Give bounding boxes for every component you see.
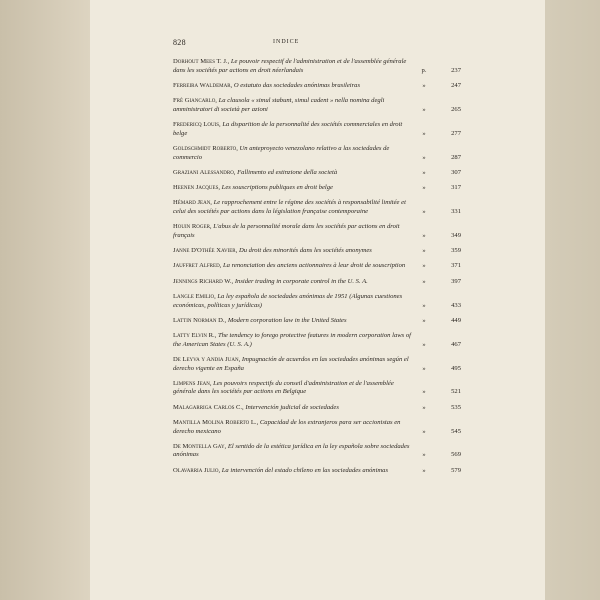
entry-title: Intervención judicial de sociedades [245,403,339,411]
entry-page-prefix: » [422,403,426,411]
entry-page-prefix: » [422,388,426,396]
entry-title: La disparition de la personnalité des sociétés commerciales en droit belge [173,121,403,137]
entry-page-prefix: » [422,184,426,192]
entry-title: Fallimento ed estinzione della società [237,168,338,176]
entry-title: Les pouvoirs respectifs du conseil d'administration et de l'assemblée générale dans les sociétés par actions en Belgique [173,379,394,396]
entry-page-prefix: » [422,168,426,176]
entry-title: Les souscriptions publiques en droit belge [221,184,333,192]
entry-title: L'abus de la personnalité morale dans les sociétés par actions en droit français [173,223,400,239]
entry-author: Olavarria Julio, [173,466,221,474]
entry-page-prefix: » [422,207,426,215]
entry-page-prefix: » [422,340,426,348]
entry-page-number: 265 [451,105,461,113]
entry-title: La intervención del estado chileno en las sociedades anónimas [221,466,389,474]
entry-title: Insider trading in corporate control in the U. S. A. [234,277,368,285]
entry-author: Limpens Jean, [173,379,212,387]
entry-author: Jauffret Alfred, [173,262,222,270]
entry-page-prefix: » [422,247,426,255]
entry-author: Heenen Jacques, [173,184,221,192]
entry-title: La clausola « simul stabunt, simul cadent » nella nomina degli amministratori di società per azioni [173,97,385,113]
entry-title: Modern corporation law in the United States [227,316,347,324]
entry-page-prefix: » [422,129,426,137]
entry-page-prefix: » [422,364,426,372]
entry-title: O estatuto das sociedades anónimas brasileiras [233,81,361,89]
entry-page-prefix: » [422,105,426,113]
page-left-margin [0,0,90,600]
index-entries [173,58,463,482]
index-entry [173,443,463,460]
entry-page-number: 579 [451,466,461,474]
entry-page-number: 535 [451,403,461,411]
entry-title: La renonciation des anciens actionnaires à leur droit de souscription [222,262,406,270]
index-entry [173,419,463,436]
entry-page-prefix: » [422,316,426,324]
entry-author: Ferreira Waldemar, [173,81,233,89]
entry-page-number: 317 [451,184,461,192]
index-entry [173,223,463,240]
entry-title: Du droit des minorités dans les sociétés anonymes [238,247,372,255]
entry-page-prefix: » [422,262,426,270]
entry-page-prefix: » [422,301,426,309]
index-entry [173,293,463,310]
index-entry [173,467,463,476]
entry-title: El sentido de la estética jurídica en la ley española sobre sociedades anónimas [173,442,410,459]
entry-page-number: 359 [451,247,461,255]
entry-title: Capacidad de los extranjeros para ser accionistas en derecho mexicano [173,419,401,435]
entry-title: Un anteproyecto venezolano relativo a las sociedades de commercio [173,144,390,161]
entry-title: Le rapprochement entre le régime des sociétés à responsabilité limitée et celui des sociétés par actions dans la législation française contemporaine [173,199,406,215]
index-entry [173,199,463,216]
index-entry [173,97,463,114]
entry-author: Hémard Jean, [173,199,212,207]
entry-page-number: 545 [451,427,461,435]
index-entry [173,380,463,397]
entry-page-number: 521 [451,388,461,396]
entry-author: Latty Elvin R., [173,332,217,340]
entry-page-number: 349 [451,231,461,239]
index-entry [173,317,463,326]
entry-author: Mantilla Molina Roberto L., [173,419,259,426]
index-entry [173,356,463,373]
index-entry [173,121,463,138]
entry-page-prefix: » [422,466,426,474]
index-entry [173,404,463,413]
entry-page-number: 569 [451,451,461,459]
index-entry [173,145,463,162]
index-entry [173,169,463,178]
entry-author: Graziani Alessandro, [173,168,236,176]
entry-author: Houin Roger, [173,223,212,231]
entry-author: Fredericq Louis, [173,121,221,129]
index-entry [173,184,463,193]
entry-author: De Leyva y Andia Juan, [173,355,241,363]
entry-page-number: 277 [451,129,461,137]
entry-author: Janne D'Othée Xavier, [173,247,238,255]
entry-page-prefix: » [422,451,426,459]
entry-page-number: 449 [451,316,461,324]
entry-page-prefix: » [422,231,426,239]
entry-page-number: 237 [451,66,461,74]
entry-author: De Montella Gay, [173,442,227,450]
index-entry [173,82,463,91]
entry-title: La ley española de sociedades anónimas de 1951 (Algunas cuestiones económicas, políticas y jurídicas) [173,292,403,309]
entry-page-prefix: » [422,81,426,89]
page-number: 828 [173,38,186,47]
entry-page-number: 495 [451,364,461,372]
entry-page-number: 397 [451,277,461,285]
index-entry [173,247,463,256]
entry-title: The tendency to forego protective features in modern corporation laws of the American States (U. S. A.) [173,332,411,348]
index-entry [173,332,463,349]
section-title: INDICE [273,39,300,45]
entry-title: Le pouvoir respectif de l'administration et de l'assemblée générale dans les sociétés par actions en droit néerlandais [173,58,407,74]
entry-title: Impugnación de acuerdos en las sociedades anónimas según el derecho vigente en España [173,355,409,372]
entry-author: Dorhout Mees T. J., [173,58,230,65]
entry-page-number: 467 [451,340,461,348]
entry-page-number: 307 [451,168,461,176]
entry-page-prefix: » [422,153,426,161]
entry-page-number: 287 [451,153,461,161]
entry-author: Goldschmidt Roberto, [173,144,238,152]
index-entry [173,58,463,75]
entry-author: Langle Emilio, [173,292,216,300]
entry-page-number: 371 [451,262,461,270]
index-entry [173,278,463,287]
entry-author: Frè Giancarlo, [173,97,217,105]
page-right-margin [545,0,600,600]
entry-author: Lattin Norman D., [173,316,227,324]
entry-author: Jennings Richard W., [173,277,234,285]
entry-page-number: 331 [451,207,461,215]
entry-page-prefix: » [422,277,426,285]
entry-page-prefix: p. [421,66,427,74]
index-entry [173,262,463,271]
entry-author: Malagarriga Carlos C., [173,403,244,411]
entry-page-number: 247 [451,81,461,89]
entry-page-prefix: » [422,427,426,435]
entry-page-number: 433 [451,301,461,309]
